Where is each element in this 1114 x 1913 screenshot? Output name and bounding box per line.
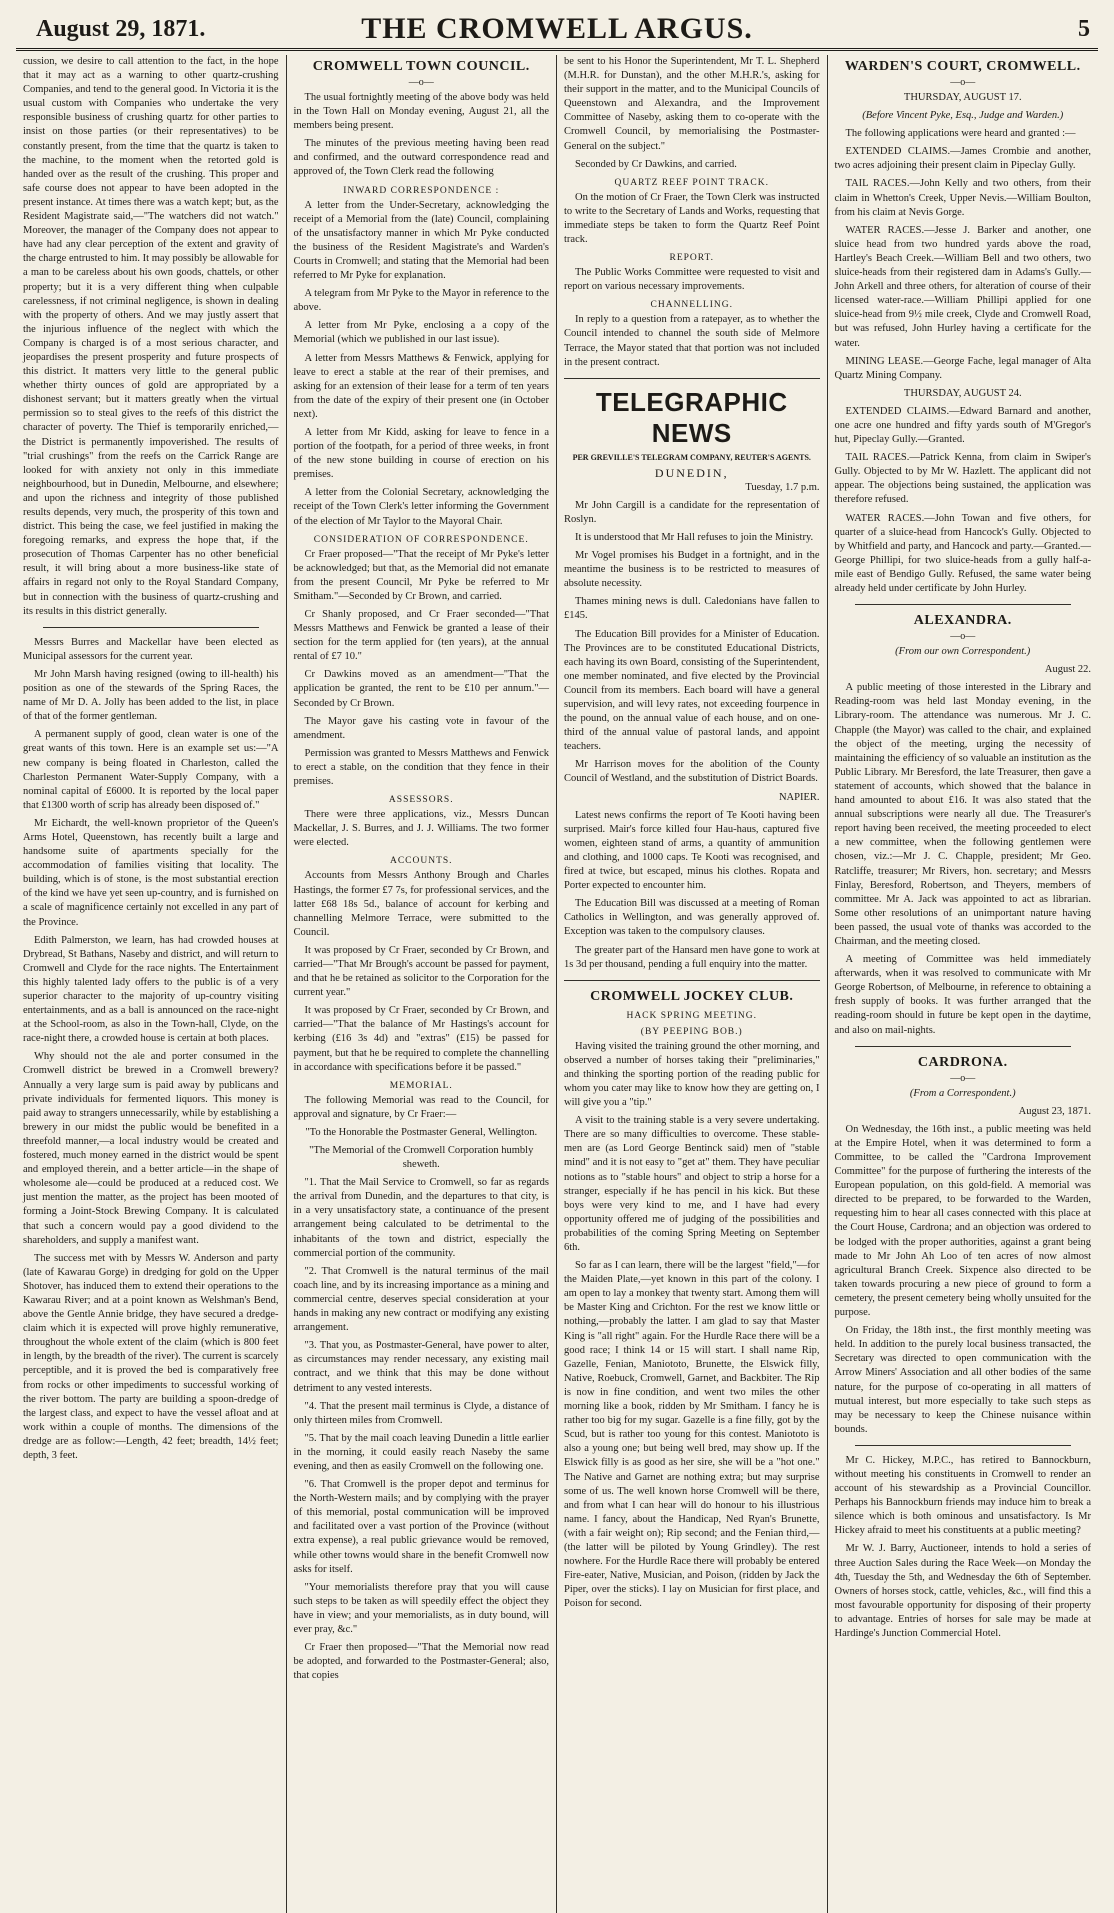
dateline: August 22. xyxy=(1044,664,1091,676)
court-paragraph: EXTENDED CLAIMS.—Edward Barnard and another, one acre one hundred and fifty yards south of M'Gregor's hut, Pipeclay Gully.—Granted. xyxy=(834,405,1091,446)
accounts-heading: ACCOUNTS. xyxy=(389,856,453,867)
telegram-paragraph: Thames mining news is dull. Caledonians have fallen to £145. xyxy=(564,596,820,622)
telegraphic-news-subheading: PER GREVILLE'S TELEGRAM COMPANY, REUTER'S AGENTS. xyxy=(572,452,811,462)
news-paragraph: Messrs Burres and Mackellar have been elected as Municipal assessors for the current year. xyxy=(23,636,279,662)
court-paragraph: WATER RACES.—John Towan and five others, for quarter of a sluice-head from Hancock's Gully. Objected to by Whitfield and party, and Hancock and party.—Granted.—George Phillipi, for two sluice-heads from a gully half-a-mile east of Bendigo Gully. Refused, the same water being already held under certificate by John Hurley. xyxy=(834,512,1091,594)
news-paragraph: Mr Eichardt, the well-known proprietor of the Queen's Arms Hotel, Queenstown, has recently built a large and handsome suite of apartments specially for the accommodation of families visiting that locality. The building, which is of stone, is the most substantial erection of the kind we have yet seen up-country, and is furnished on a scale of magnificence certainly not excelled in any part of the Province. xyxy=(23,817,279,928)
alexandra-paragraph: A public meeting of those interested in the Library and Reading-room was held last Monday evening, in the Library-room. The attendance was numerous. Mr J. C. Chapple (the Mayor) was called to the chair, and explained the object of the meeting, urging the necessity of maintaining the efficiency of so valuable an institution as the Public Library. Mr Beresford, the late Treasurer, then gave a statement of accounts, which showed that the balance in hand amounted to about £16. It was also stated that the annual subscriptions were nearly all due. The Treasurer's report having been received, the meeting proceeded to elect a new committee, when the following gentlemen were chosen, viz.:—Mr J. C. Chapple, president; Mr Geo. Ratcliffe, treasurer; Mr Rivers, hon. secretary; and Messrs Finlay, Beresford, Robertson, and Theyers, members of committee. Mr A. Jack was appointed to act as librarian. Some other resolutions of an unimportant nature having been passed, the usual vote of thanks was accorded to the Chairman, and the meeting closed. xyxy=(834,682,1091,947)
alexandra-heading: ALEXANDRA. xyxy=(913,613,1012,629)
masthead xyxy=(16,8,1098,51)
council-paragraph: There were three applications, viz., Messrs Duncan Mackellar, J. S. Burres, and J. J. Williams. The two former were elected. xyxy=(293,809,549,849)
editorial-paragraph: cussion, we desire to call attention to the fact, in the hope that it may act as a warning to other quartz-crushing Companies, and tend to the general good. In Victoria it is the usual custom with Companies who undertake the very responsible business of crushing quartz for other parties to insist on those parties (or their representatives) to be constantly present, from the time that the quartz is taken to the machine, to the moment when the retorted gold is handed over as the result of the crushing. This proper and safe course does not appear to have been adopted in the present instance. At times there was a watch kept; but, as the Resident Magistrate said,—"The watchers did not watch." Moreover, the manager of the Company does not appear to have had any clear perception of the extent and gravity of the charge entrusted to him. It may possibly be allowable for a man to be careless about his own goods, chattels, or other property; but it is a very different thing when culpable carelessness, if not criminal negligence, is shown in dealing with the property of others. And we may justly assert that the injurious influence of the neglect with which the Company is charged is of a most serious character, and jeopardises the present prosperity and future prospects of this district. It matters very little to the general public whether thirty ounces of gold are appropriated by a dishonest servant; but it matters greatly when the virtual permission so to steal gives to the reefs of this district the character of poverty. The Thief is temporarily enriched,—the District is permanently impoverished. The results of "trial crushings" from the reefs on the Carrick Range are looked for with anxiety not only in this immediate neighbourhood, but in Dunedin, Melbourne, and elsewhere; and upon the richness and integrity of those published results depends, very much, the prosperity of this town and district. This being the case, we feel justified in making the foregoing remarks, and express the hope that, if the prosecution of Thomas Carpenter has no other beneficial result, it will bring about a more business-like state of affairs in regard not only to the Royal Standard Company, but in connection with the business of quartz-crushing and its results in this district generally. xyxy=(23,56,279,617)
court-before: (Before Vincent Pyke, Esq., Judge and Warden.) xyxy=(862,110,1064,122)
court-date: THURSDAY, AUGUST 17. xyxy=(903,92,1022,103)
memorial-paragraph: "3. That you, as Postmaster-General, have power to alter, as circumstances may render necessary, any existing mail contract, and we think that this may be done without detriment to any vested interests. xyxy=(293,1340,549,1394)
issue-date: August 29, 1871. xyxy=(36,16,206,42)
telegram-paragraph: The greater part of the Hansard men have gone to work at 1s 3d per thousand, pending a full enquiry into the matter. xyxy=(564,944,820,970)
hack-spring-meeting-heading: HACK SPRING MEETING. xyxy=(626,1010,758,1021)
divider xyxy=(855,1046,1072,1047)
court-paragraph: The following applications were heard and granted :— xyxy=(845,128,1076,140)
ornament: —o— xyxy=(950,631,976,643)
telegraphic-news-heading: TELEGRAPHIC NEWS xyxy=(595,386,788,448)
council-paragraph: Accounts from Messrs Anthony Brough and Charles Hastings, the former £7 7s, for professional services, and the latter £68 18s 5d., balance of account for kerbing and channelling Melmore Terrace, were submitted to the Council. xyxy=(293,870,549,938)
council-paragraph: A letter from the Under-Secretary, acknowledging the receipt of a Memorial from the (late) Council, complaining of the unsatisfactory manner in which Mr Pyke conducted the business of the Resident Magistrate's and Warden's Courts in Cromwell; and stating that the Memorial had been referred to Mr Pyke for explanation. xyxy=(293,199,549,282)
hack-byline: (BY PEEPING BOB.) xyxy=(640,1026,743,1037)
cardrona-paragraph: On Friday, the 18th inst., the first monthly meeting was held. In addition to the purely local business transacted, the Secretary was directed to open communication with the Arrow Miners' Association and all other bodies of the same nature, for the purpose of co-operating in all matters of mutual interest, but more especially to take such steps as may be necessary to keep the Chinese nuisance within bounds. xyxy=(834,1325,1091,1435)
council-paragraph: The following Memorial was read to the Council, for approval and signature, by Cr Fraer:— xyxy=(293,1094,549,1120)
council-paragraph: A letter from Mr Kidd, asking for leave to fence in a portion of the footpath, for a period of three weeks, in front of the new stone building in course of erection on his premises. xyxy=(293,426,549,481)
council-paragraph: The Mayor gave his casting vote in favour of the amendment. xyxy=(293,715,549,741)
council-paragraph: A telegram from Mr Pyke to the Mayor in reference to the above. xyxy=(293,288,549,314)
assessors-heading: ASSESSORS. xyxy=(388,795,454,806)
racing-paragraph: A visit to the training stable is a very severe undertaking. There are so many difficulties to overcome. These stable-men are (as Lord George Bentinck said) men of "stable mind" and it is not easy to "get at" them. They have peculiar notions as to "stable hours" and object to strip a horse for a stranger, especially if he has pencil in his kick. But these boys were very kind to me, and I have had every opportunity offered me of judging of the possibilities and probabilities of the coming Spring Meeting on September 6th. xyxy=(564,1115,820,1253)
local-news xyxy=(23,636,279,1463)
racing-paragraph: So far as I can learn, there will be the largest "field,"—for the Maiden Plate,—yet known in this part of the colony. I am open to lay a monkey that twenty start. Among them will be Master King and Crichton. For the rest we know little or nothing,—probably the latter. I am glad to say that Master King is "all right" again. For the Hurdle Race there will be a good race; I think 14 or 15 will start. I shall name Rip, Gazelle, Fenian, Maniototo, Brunette, the Elswick filly, Native, Roebuck, Cromwell, Garnet, and Backbiter. The Rip is now in fine condition, and went two miles the other morning like a book, ridden by Mr Smitham. I fancy he is rather too big for my sugar. Gazelle is a fine filly, got by the Scud, but is rather too young for this contest. Maniototo is also a young one; but being well bred, may show up. If the Elswick filly is as good as her sire, she will be a "hot one." The Native and Garnet are nothing extra; but may surprise some of us. The well known horse Cromwell will be there, and from what I can hear will do honour to his illustrious name. I fancy, about the Handicap, Ned Ryan's Brunette, (with a fair weight on); Rip second; and the Fenian third,—(the latter will be piloted by Young Grindley). The rest nowhere. For the Hurdle Race there will probably be entered Fire-eater, Native, Musician, and Poison, (ridden by Jack the Piper, over the sticks). I lay on Musician for first place, and Poison for second. xyxy=(564,1260,820,1610)
divider xyxy=(855,1445,1072,1446)
wardens-court-heading: WARDEN'S COURT, CROMWELL. xyxy=(844,59,1081,74)
council-paragraph: The Public Works Committee were requested to visit and report on various necessary improvements. xyxy=(564,267,820,293)
columns xyxy=(16,55,1098,1913)
correspondent-note: (From our own Correspondent.) xyxy=(895,646,1031,658)
news-paragraph: Mr W. J. Barry, Auctioneer, intends to hold a series of three Auction Sales during the Race Week—on Monday the 4th, Tuesday the 5th, and Wednesday the 6th of September. Owners of horses stock, cattle, vehicles, &c., will find this a most favourable opportunity for disposing of their property to advantage. Entries of horses for sale may be made at Hardinge's Junction Commercial Hotel. xyxy=(834,1543,1091,1639)
court-paragraph: TAIL RACES.—Patrick Kenna, from claim in Swiper's Gully. Objected to by Mr W. Hazlett. The applicant did not appear. The objections being sustained, the application was therefore refused. xyxy=(834,452,1091,506)
quartz-track-heading: QUARTZ REEF POINT TRACK. xyxy=(614,177,769,188)
news-paragraph: Mr John Marsh having resigned (owing to ill-health) his position as one of the stewards of the Spring Races, the name of Mr D. A. Jolly has been added to the list, in place of that of the former gentleman. xyxy=(23,668,279,723)
column-1 xyxy=(16,55,287,1913)
dateline: August 23, 1871. xyxy=(1018,1105,1091,1117)
ornament: —o— xyxy=(408,77,434,88)
council-paragraph: be sent to his Honor the Superintendent, Mr T. L. Shepherd (M.H.R. for Dunstan), and the other M.H.R.'s, asking for their support in the matter, and to the Municipal Councils of Queenstown and Alexandra, and the Improvement Committee of Naseby, asking them to co-operate with the Cromwell Council, by memorialising the Postmaster-General on the subject." xyxy=(564,56,820,152)
cardrona-heading: CARDRONA. xyxy=(917,1054,1008,1070)
council-paragraph: Permission was granted to Messrs Matthews and Fenwick to erect a stable, on the condition that they fence in their premises. xyxy=(293,747,549,788)
memorial-paragraph: "Your memorialists therefore pray that you will cause such steps to be taken as will speedily effect the object they have in view; and your memorialists, as in duty bound, will ever pray, &c." xyxy=(293,1581,549,1635)
news-paragraph: Mr C. Hickey, M.P.C., has retired to Bannockburn, without meeting his constituents in Cromwell to render an account of his stewardship as a Provincial Councillor. Perhaps his Bannockburn friends may induce him to break a silence which is both ominous and unsatisfactory. Is Mr Hickey afraid to meet his constituents at a public meeting? xyxy=(834,1454,1091,1537)
telegram-paragraph: It is understood that Mr Hall refuses to join the Ministry. xyxy=(575,531,814,543)
memorial-paragraph: "4. That the present mail terminus is Clyde, a distance of only thirteen miles from Cromwell. xyxy=(293,1400,549,1426)
divider xyxy=(564,980,820,981)
court-paragraph: WATER RACES.—Jesse J. Barker and another, one sluice head from two hundred yards above the road, Hartley's Beach Creek.—William Bell and two others, two sluice-heads from their registered dam in Adams's Gully.—John Arkell and three others, for alteration of course of their licensed water-race.—William Phillipi applied for one sluice-head from 9½ mile creek, Clyde and Cromwell Road, but was refused, John Hurley having a certificate for the water. xyxy=(834,224,1091,349)
council-paragraph: Seconded by Cr Dawkins, and carried. xyxy=(575,158,737,170)
dunedin-heading: DUNEDIN, xyxy=(654,465,729,480)
memorial-paragraph: "6. That Cromwell is the proper depot and terminus for the North-Western mails; and by complying with the prayer of this memorial, postal communication will be improved and facilitated over a vast portion of the Province (without extra expense), a real public grievance would be removed, while other towns would share in the benefit Cromwell now asks for itself. xyxy=(293,1479,549,1575)
page-number: 5 xyxy=(1078,16,1090,42)
news-paragraph: Why should not the ale and porter consumed in the Cromwell district be brewed in a Cromwell brewery? Annually a very large sum is paid away by publicans and private individuals for fermented liquors. This money is paid away to strangers unnecessarily, while by establishing a brewery in our midst the public would be benefited in a threefold manner,—a local industry would be created and fostered, much money earned in the district would be spent and employed therein, and a better article—in the shape of wholesome ale—could be produced at a reduced cost. We just mention the matter, as the project has been mooted of forming a Joint-Stock Brewing Company. It is calculated that such a concern would pay a good dividend to the shareholders, and supply a manifest want. xyxy=(23,1051,279,1246)
alexandra-paragraph: A meeting of Committee was held immediately afterwards, when it was resolved to communicate with Mr George Robertson, of Melbourne, in reference to obtaining a fresh supply of books. It was further arranged that the reading-room should in future be kept open in the daytime, and also on mail-nights. xyxy=(834,954,1091,1036)
channelling-heading: CHANNELLING. xyxy=(650,300,733,311)
divider xyxy=(564,378,820,379)
telegram-paragraph: Latest news confirms the report of Te Kooti having been surprised. Mair's force killed four Hau-haus, captured five women, eighteen stand of arms, a quantity of ammunition and clothing, and 1000 caps. Te Kooti was recognised, and fired at twice, but escaped, minus his clothes. Ropata and Porter expected to encounter him. xyxy=(564,809,820,892)
telegram-paragraph: The Education Bill was discussed at a meeting of Roman Catholics in Wellington, and was generally approved of. Exception was taken to the compulsory clauses. xyxy=(564,898,820,938)
inward-correspondence-heading: INWARD CORRESPONDENCE : xyxy=(343,185,500,196)
council-paragraph: A letter from Mr Pyke, enclosing a a copy of the Memorial (which we published in our last issue). xyxy=(293,320,549,346)
memorial-address: "To the Honorable the Postmaster General, Wellington. xyxy=(305,1126,538,1138)
telegram-paragraph: Mr Vogel promises his Budget in a fortnight, and in the meantime the business is to be restricted to measures of absolute necessity. xyxy=(564,550,820,590)
council-paragraph: The usual fortnightly meeting of the above body was held in the Town Hall on Monday evening, August 21, all the members being present. xyxy=(293,92,549,132)
memorial-paragraph: "1. That the Mail Service to Cromwell, so far as regards the arrival from Dunedin, and the departures to that city, is in a very unsatisfactory state, a continuance of the present arrangement being calculated to be detrimental to the inhabitants of the town and district, especially the commercial portion of the community. xyxy=(293,1177,549,1259)
telegram-paragraph: The Education Bill provides for a Minister of Education. The Provinces are to be constituted Educational Districts, each having its own Board, consisting of the Superintendent, one member nominated, and five elected by the Provincial Council from its members. Each board will have a general supervision, and will levy rates, not exceeding fourpence in the pound, on the annual value of each house, and on one-third of the annual value of pastoral lands, and appoint teachers. xyxy=(564,628,820,753)
memorial-paragraph: Cr Fraer then proposed—"That the Memorial now read be adopted, and forwarded to the Postmaster-General; also, that copies xyxy=(293,1642,549,1682)
news-paragraph: Edith Palmerston, we learn, has had crowded houses at Drybread, St Bathans, Naseby and district, and will return to Cromwell and Clyde for the race nights. The Entertainment this highly talented lady offers to the public is of a very superior character to the majority of up-country visiting entertainments, and as a ball is announced on the race-night at the School-room, as also in the Town-hall, Clyde, on the race-night there, a crowded house is certain at both places. xyxy=(23,934,279,1045)
column-3 xyxy=(557,55,828,1913)
council-paragraph: Cr Shanly proposed, and Cr Fraer seconded—"That Messrs Matthews and Fenwick be granted a lease of their section for the term applied for (ten years), at the annual rental of £7 10." xyxy=(293,609,549,663)
napier-heading: NAPIER. xyxy=(778,791,820,803)
telegram-paragraph: Mr Harrison moves for the abolition of the County Council of Westland, and the substitution of District Boards. xyxy=(564,759,820,785)
council-paragraph: A letter from the Colonial Secretary, acknowledging the receipt of the Town Clerk's letter informing the Government of the election of Mr Taylor to the Mayoral Chair. xyxy=(293,487,549,527)
town-council-heading: CROMWELL TOWN COUNCIL. xyxy=(312,59,530,74)
memorial-paragraph: "2. That Cromwell is the natural terminus of the mail coach line, and by its increasing importance as a mining and commercial centre, deserves special consideration at your hands in making any new contract or modifying any existing arrangement. xyxy=(293,1265,549,1334)
newspaper-title: THE CROMWELL ARGUS. xyxy=(361,12,753,45)
report-heading: REPORT. xyxy=(669,253,715,264)
news-paragraph: A permanent supply of good, clean water is one of the great wants of this town. Here is an example set us:—"A new company is being floated in Charleston, called the Charleston Permanent Water-Supply Company, with a nominal capital of £6000. It is reported by the local paper that £1300 worth of scrip has already been disposed of." xyxy=(23,729,279,811)
column-2 xyxy=(287,55,558,1913)
cardrona-paragraph: On Wednesday, the 16th inst., a public meeting was held at the Empire Hotel, when it was determined to form a Committee, to be called the "Cardrona Improvement Committee" for the purpose of furthering the interests of the European population, on this gold-field. A memorial was directed to be prepared, to be forwarded to the Warden, requesting him to hear all cases connected with this place at the Court House, Cardrona; and an objection was ordered to be lodged with the proper authorities, against a grant being made to Mr John Ah Loo of ten acres of now almost agricultural Branch Creek. Sixpence also directed to be taken towards procuring a new piece of ground to form a cemetery, the present cemetery being wholly unsuited for the purpose. xyxy=(834,1123,1091,1319)
news-paragraph: The success met with by Messrs W. Anderson and party (late of Kawarau Gorge) in dredging for gold on the Upper Shotover, has induced them to extend their operations to the Kawarau River; and at a point known as Welshman's Bend, above the Gentle Annie bridge, they have secured a dredge-claim which it is expected will prove highly remunerative, throughout the whole extent of the claim (which is 800 feet in length, by the breadth of the river). The current is scarcely perceptible, and it is proved the bed is comparatively free from rocks or other impediments to successful working of the river bottom. The party are building a spoon-dredge of the largest class, and expect to have the vessel afloat and at work within a couple of months. The dimensions of the dredge are as follow:—Length, 42 feet; breadth, 14½ feet; depth, 3 feet. xyxy=(23,1252,279,1461)
council-paragraph: It was proposed by Cr Fraer, seconded by Cr Brown, and carried—"That Mr Brough's account be passed for payment, and that he be retained as solicitor to the Corporation for the current year." xyxy=(293,944,549,999)
editorial-article xyxy=(23,55,279,619)
council-paragraph: It was proposed by Cr Fraer, seconded by Cr Brown, and carried—"That the balance of Mr Hastings's account for kerbing (£16 3s 4d) and "extras" (£15) be passed for payment, but that he be required to complete the channelling in accordance with specifications before it be passed." xyxy=(293,1005,549,1073)
council-paragraph: On the motion of Cr Fraer, the Town Clerk was instructed to write to the Secretary of Lands and Works, requesting that immediate steps be taken to form the Quartz Reef Point track. xyxy=(564,191,820,246)
consideration-heading: CONSIDERATION OF CORRESPONDENCE. xyxy=(313,534,529,545)
dunedin-dateline: Tuesday, 1.7 p.m. xyxy=(745,481,820,493)
correspondent-note: (From a Correspondent.) xyxy=(909,1087,1016,1099)
jockey-club-heading: CROMWELL JOCKEY CLUB. xyxy=(590,988,794,1004)
court-paragraph: EXTENDED CLAIMS.—James Crombie and another, two acres adjoining their present claim in Pipeclay Gully. xyxy=(834,146,1091,172)
ornament: —o— xyxy=(950,1072,976,1084)
divider xyxy=(43,627,259,628)
column-4 xyxy=(828,55,1099,1913)
divider xyxy=(855,604,1072,605)
court-paragraph: MINING LEASE.—George Fache, legal manager of Alta Quartz Mining Company. xyxy=(834,355,1091,381)
council-paragraph: Cr Dawkins moved as an amendment—"That the application be granted, the rent to be £10 per annum."—Seconded by Cr Brown. xyxy=(293,669,549,709)
court-date: THURSDAY, AUGUST 24. xyxy=(903,387,1022,399)
court-paragraph: TAIL RACES.—John Kelly and two others, from their claim in Whetton's Creek, Upper Nevis.—William Boulton, from his claim at Nevis Gorge. xyxy=(834,178,1091,218)
council-paragraph: The minutes of the previous meeting having been read and confirmed, and the outward correspondence read and approved of, the Town Clerk read the following xyxy=(293,138,549,178)
memorial-paragraph: "5. That by the mail coach leaving Dunedin a little earlier in the morning, it could easily reach Naseby the same evening, and then as easily Cromwell on the following one. xyxy=(293,1432,549,1472)
memorial-heading: MEMORIAL. xyxy=(389,1080,453,1091)
council-paragraph: A letter from Messrs Matthews & Fenwick, applying for leave to erect a stable at the rear of their premises, and asking for an extension of their lease for a term of ten years from the date of the expiry of their present one (in October next). xyxy=(293,352,549,420)
telegram-paragraph: Mr John Cargill is a candidate for the representation of Roslyn. xyxy=(564,499,820,525)
council-paragraph: In reply to a question from a ratepayer, as to whether the Council intended to channel the south side of Melmore Terrace, the Mayor stated that that portion was not included in the present contract. xyxy=(564,314,820,368)
memorial-title: "The Memorial of the Cromwell Corporation humbly sheweth. xyxy=(309,1145,534,1171)
council-paragraph: Cr Fraer proposed—"That the receipt of Mr Pyke's letter be acknowledged; but that, as the Memorial did not emanate from the present Council, Mr Pyke be referred to Mr Smitham."—Seconded by Cr Brown, and carried. xyxy=(293,548,549,602)
ornament: —o— xyxy=(950,77,976,88)
racing-paragraph: Having visited the training ground the other morning, and observed a number of horses taking their "preliminaries," and thinking the sporting portion of the reading public for whom you cater may like to know how they are getting on, I will give you a "tip." xyxy=(564,1040,820,1109)
